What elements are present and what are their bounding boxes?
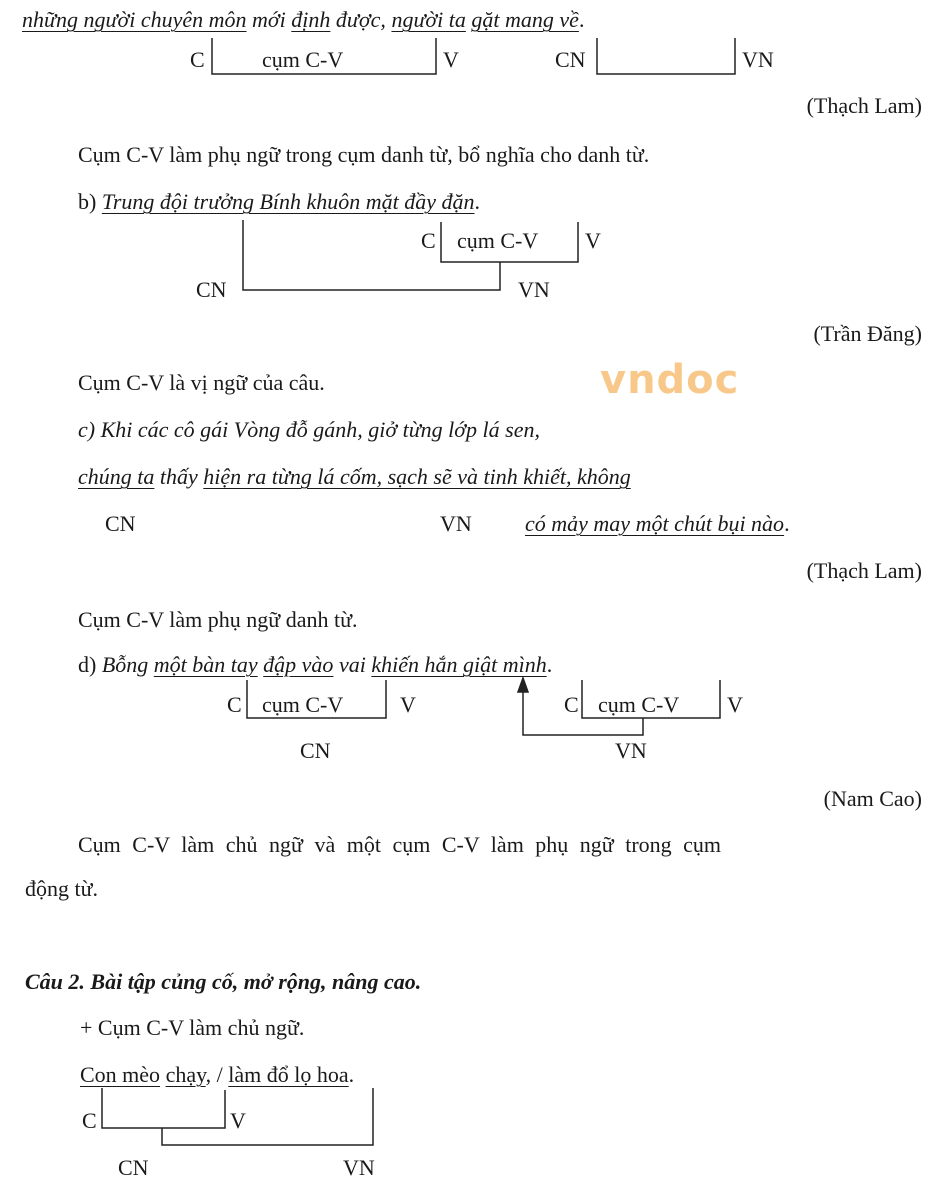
period: . xyxy=(348,1062,355,1087)
predicate: khiến hắn giật mình xyxy=(371,652,547,677)
label-v: V xyxy=(585,228,601,253)
label-v: V xyxy=(727,692,743,717)
subject: một bàn tay xyxy=(153,652,258,677)
verb: định xyxy=(291,7,331,32)
predicate: gặt mang về xyxy=(471,7,579,32)
label-vn: VN xyxy=(440,511,472,536)
label-c: C xyxy=(227,692,242,717)
separator: , / xyxy=(205,1062,229,1087)
sentence-b xyxy=(78,188,480,216)
label-cum-cv: cụm C-V xyxy=(262,692,344,717)
label: b) xyxy=(78,189,102,214)
sentence-d xyxy=(78,651,552,679)
label-vn: VN xyxy=(615,738,647,763)
label-cn: CN xyxy=(118,1155,149,1180)
label-cum-cv: cụm C-V xyxy=(457,228,539,253)
bracket-q2-c xyxy=(102,1088,225,1128)
section-heading: Câu 2. Bài tập củng cố, mở rộng, nâng cao. xyxy=(25,969,422,994)
period: . xyxy=(474,189,481,214)
text: Bỗng xyxy=(101,652,154,677)
label: d) xyxy=(78,652,102,677)
list-item: + Cụm C-V làm chủ ngữ. xyxy=(80,1015,305,1040)
sentence-c-line2 xyxy=(78,463,631,491)
subject: chúng ta xyxy=(78,464,155,489)
watermark-logo: vndoc xyxy=(600,357,740,403)
verb: đập vào xyxy=(263,652,334,677)
label-v: V xyxy=(443,47,459,72)
predicate: làm đổ lọ hoa xyxy=(228,1062,349,1087)
author-citation: (Thạch Lam) xyxy=(806,93,922,118)
subject: Con mèo xyxy=(80,1062,161,1087)
text: mới xyxy=(246,7,292,32)
author-citation: (Thạch Lam) xyxy=(806,558,922,583)
predicate: hiện ra từng lá cốm, sạch sẽ và tinh khiết, không xyxy=(203,464,631,489)
label-c: C xyxy=(421,228,436,253)
subject-phrase: những người chuyên môn xyxy=(22,7,247,32)
label-cum-cv: cụm C-V xyxy=(262,47,344,72)
period: . xyxy=(578,7,585,32)
label-vn: VN xyxy=(518,277,550,302)
label-c: C xyxy=(564,692,579,717)
label-vn: VN xyxy=(742,47,774,72)
label-c: C xyxy=(82,1108,97,1133)
text: được, xyxy=(330,7,392,32)
label-vn: VN xyxy=(343,1155,375,1180)
note-d-line2: động từ. xyxy=(25,876,99,901)
predicate: có mảy may một chút bụi nào xyxy=(525,511,785,536)
note-c: Cụm C-V làm phụ ngữ danh từ. xyxy=(78,607,358,632)
label-cum-cv: cụm C-V xyxy=(598,692,680,717)
label-cn: CN xyxy=(555,47,586,72)
label-v: V xyxy=(230,1108,246,1133)
label-cn: CN xyxy=(105,511,136,536)
sentence-a xyxy=(22,6,584,34)
label-cn: CN xyxy=(196,277,227,302)
note-a: Cụm C-V làm phụ ngữ trong cụm danh từ, bổ nghĩa cho danh từ. xyxy=(78,142,650,167)
period: . xyxy=(546,652,553,677)
note-b: Cụm C-V là vị ngữ của câu. xyxy=(78,370,325,395)
label-v: V xyxy=(400,692,416,717)
note-d-line1: Cụm C-V làm chủ ngữ và một cụm C-V làm phụ ngữ trong cụm xyxy=(78,832,722,857)
author-citation: (Nam Cao) xyxy=(823,786,922,811)
period: . xyxy=(784,511,790,536)
subject: người ta xyxy=(391,7,466,32)
sentence-c-line1: c) Khi các cô gái Vòng đỗ gánh, giở từng lớp lá sen, xyxy=(78,417,540,442)
arrow-head-icon xyxy=(518,678,528,692)
verb: chạy xyxy=(165,1062,206,1087)
bracket-a2 xyxy=(597,38,735,74)
author-citation: (Trần Đăng) xyxy=(813,321,922,346)
bracket-q2-cn xyxy=(162,1088,373,1145)
verb: thấy xyxy=(154,464,204,489)
label-cn: CN xyxy=(300,738,331,763)
text: vai xyxy=(333,652,372,677)
example-sentence xyxy=(80,1061,354,1089)
sentence: Trung đội trưởng Bính khuôn mặt đầy đặn xyxy=(101,189,475,214)
label-c: C xyxy=(190,47,205,72)
sentence-c-line3 xyxy=(525,510,790,538)
